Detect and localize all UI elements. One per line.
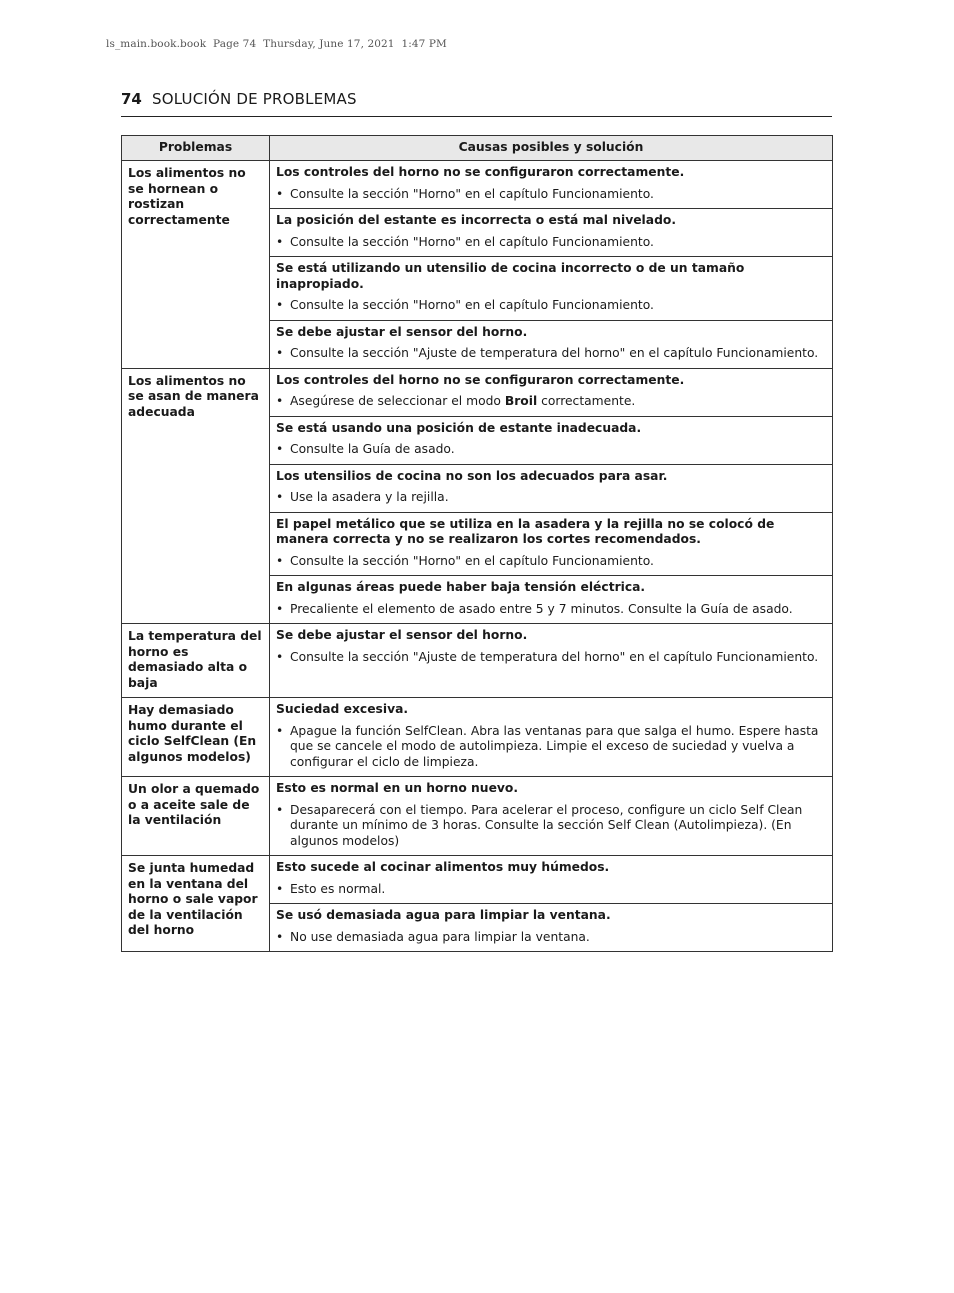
solution-item xyxy=(276,803,826,850)
bullet-icon: • xyxy=(276,442,284,456)
bullet-icon: • xyxy=(276,929,284,944)
solution-item xyxy=(276,650,826,666)
solution-text: Consulte la sección "Horno" en el capítulo Funcionamiento. xyxy=(290,298,654,312)
bullet-icon: • xyxy=(276,723,284,738)
cause-cell xyxy=(270,161,833,209)
bullet-icon: • xyxy=(276,802,284,817)
bullet-icon: • xyxy=(276,234,284,249)
cause-cell xyxy=(270,856,833,904)
table-row xyxy=(122,698,833,777)
problem-cell: Los alimentos no se hornean o rostizan correctamente xyxy=(122,161,270,369)
table-row xyxy=(122,624,833,698)
bullet-icon: • xyxy=(276,394,284,408)
cause-title: Se debe ajustar el sensor del horno. xyxy=(276,324,528,339)
header-problem: Problemas xyxy=(122,136,270,161)
problem-cell: Los alimentos no se asan de manera adecuada xyxy=(122,368,270,624)
solution-item xyxy=(276,602,826,618)
cause-cell xyxy=(270,416,833,464)
cause-title: Los utensilios de cocina no son los adecuados para asar. xyxy=(276,468,668,483)
cause-cell xyxy=(270,320,833,368)
cause-cell xyxy=(270,368,833,416)
solution-item xyxy=(276,442,826,458)
table-row xyxy=(122,856,833,904)
solution-item xyxy=(276,346,826,362)
cause-title: En algunas áreas puede haber baja tensión eléctrica. xyxy=(276,580,646,594)
cause-title: Se está utilizando un utensilio de cocina incorrecto o de un tamaño inapropiado. xyxy=(276,261,745,291)
bullet-icon: • xyxy=(276,490,284,504)
cause-title: Se usó demasiada agua para limpiar la ventana. xyxy=(276,908,611,922)
cause-cell xyxy=(270,464,833,512)
cause-title: Los controles del horno no se configuraron correctamente. xyxy=(276,372,685,387)
solution-item xyxy=(276,930,826,946)
cause-title: Suciedad excesiva. xyxy=(276,702,409,716)
table-header-row xyxy=(122,136,833,161)
solution-text: Use la asadera y la rejilla. xyxy=(290,490,449,504)
solution-item xyxy=(276,554,826,570)
cause-title: Los controles del horno no se configuraron correctamente. xyxy=(276,165,685,179)
bullet-icon: • xyxy=(276,298,284,312)
solution-item xyxy=(276,724,826,771)
solution-item xyxy=(276,490,826,506)
solution-item xyxy=(276,882,826,898)
solution-text: No use demasiada agua para limpiar la ventana. xyxy=(290,929,590,944)
cause-title: El papel metálico que se utiliza en la asadera y la rejilla no se colocó de manera correcta y no se realizaron los cortes recomendados. xyxy=(276,516,775,546)
cause-title: Esto sucede al cocinar alimentos muy húmedos. xyxy=(276,860,610,874)
problem-cell: Se junta humedad en la ventana del horno o sale vapor de la ventilación del horno xyxy=(122,856,270,952)
solution-text: Consulte la sección "Horno" en el capítulo Funcionamiento. xyxy=(290,553,654,568)
cause-cell xyxy=(270,698,833,777)
solution-text: Apague la función SelfClean. Abra las ventanas para que salga el humo. Espere hasta que se cancele el modo de autolimpieza. Limpie el exceso de suciedad y vuelva a configurar el ciclo de limpieza. xyxy=(290,723,819,769)
solution-text-pre: Asegúrese de seleccionar el modo xyxy=(290,394,505,408)
cause-cell xyxy=(270,777,833,856)
solution-text-post: correctamente. xyxy=(537,394,636,408)
bullet-icon: • xyxy=(276,881,284,896)
cause-title: La posición del estante es incorrecta o está mal nivelado. xyxy=(276,213,676,227)
solution-text: Consulte la sección "Horno" en el capítulo Funcionamiento. xyxy=(290,234,654,249)
page-number: 74 xyxy=(121,90,142,108)
bullet-icon: • xyxy=(276,186,284,201)
cause-cell xyxy=(270,257,833,321)
cause-cell xyxy=(270,512,833,576)
table-row xyxy=(122,368,833,416)
cause-title: Esto es normal en un horno nuevo. xyxy=(276,781,519,795)
page-header xyxy=(121,88,832,117)
solution-text: Esto es normal. xyxy=(290,881,386,896)
bullet-icon: • xyxy=(276,601,284,616)
solution-text xyxy=(290,394,826,410)
cause-cell xyxy=(270,904,833,952)
solution-text: Precaliente el elemento de asado entre 5 y 7 minutos. Consulte la Guía de asado. xyxy=(290,601,793,616)
bullet-icon: • xyxy=(276,553,284,568)
bullet-icon: • xyxy=(276,649,284,664)
cause-cell xyxy=(270,209,833,257)
solution-item xyxy=(276,235,826,251)
solution-text: Consulte la sección "Horno" en el capítulo Funcionamiento. xyxy=(290,186,654,201)
problem-cell: Hay demasiado humo durante el ciclo SelfClean (En algunos modelos) xyxy=(122,698,270,777)
troubleshooting-table xyxy=(121,135,833,952)
solution-text: Consulte la sección "Ajuste de temperatura del horno" en el capítulo Funcionamiento. xyxy=(290,346,819,360)
problem-cell: Un olor a quemado o a aceite sale de la ventilación xyxy=(122,777,270,856)
solution-item xyxy=(276,298,826,314)
solution-text: Consulte la Guía de asado. xyxy=(290,442,455,456)
problem-cell: La temperatura del horno es demasiado alta o baja xyxy=(122,624,270,698)
solution-text: Consulte la sección "Ajuste de temperatura del horno" en el capítulo Funcionamiento. xyxy=(290,649,819,664)
bullet-icon: • xyxy=(276,346,284,360)
solution-text: Desaparecerá con el tiempo. Para acelerar el proceso, configure un ciclo Self Clean durante un mínimo de 3 horas. Consulte la sección Self Clean (Autolimpieza). (En algunos modelos) xyxy=(290,802,803,848)
section-title: SOLUCIÓN DE PROBLEMAS xyxy=(152,90,357,108)
cause-cell xyxy=(270,576,833,624)
table-row xyxy=(122,777,833,856)
cause-title: Se debe ajustar el sensor del horno. xyxy=(276,628,528,642)
table-row xyxy=(122,161,833,209)
broil-mode-label: Broil xyxy=(504,394,538,408)
solution-item xyxy=(276,394,826,410)
print-header: ls_main.book.book Page 74 Thursday, June 17, 2021 1:47 PM xyxy=(106,38,447,50)
solution-item xyxy=(276,187,826,203)
cause-title: Se está usando una posición de estante inadecuada. xyxy=(276,420,642,435)
cause-cell xyxy=(270,624,833,698)
header-cause: Causas posibles y solución xyxy=(270,136,833,161)
